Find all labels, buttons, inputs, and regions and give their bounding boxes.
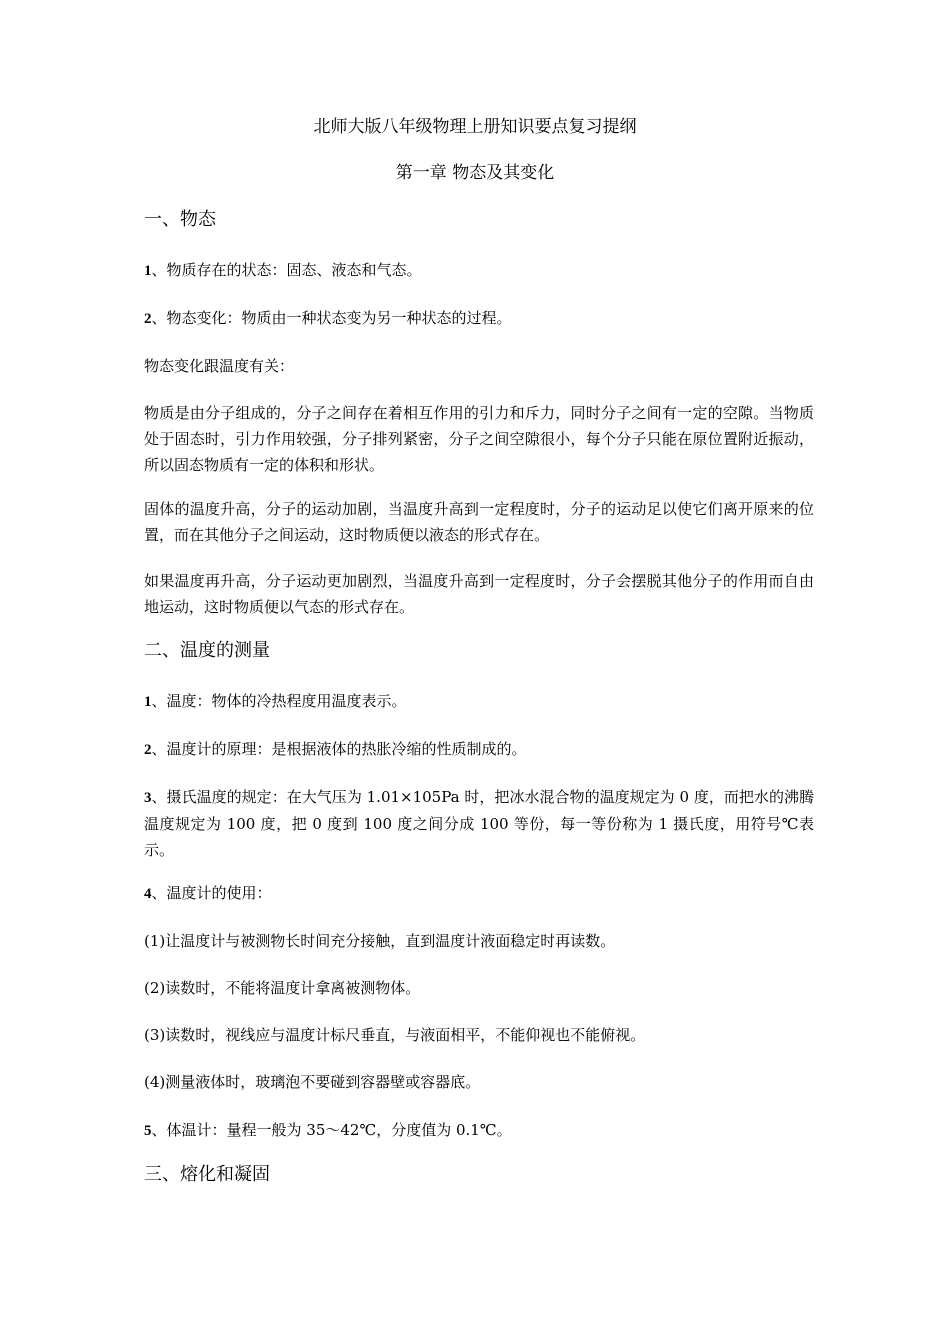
list-item: [144, 257, 814, 284]
item-number: 2: [144, 742, 152, 758]
item-number: 3: [144, 790, 152, 806]
paragraph: 物态变化跟温度有关：: [144, 357, 295, 375]
sub-item: (2)读数时，不能将温度计拿离被测物体。: [144, 979, 421, 997]
item-text: 、温度计的使用：: [151, 884, 272, 902]
sub-item: (1)让温度计与被测物长时间充分接触，直到温度计液面稳定时再读数。: [144, 932, 616, 950]
item-text: 、体温计：量程一般为 35～42℃，分度值为 0.1℃。: [151, 1121, 512, 1139]
list-item: [144, 688, 814, 715]
item-text: 、温度：物体的冷热程度用温度表示。: [151, 692, 407, 710]
list-item: [144, 305, 814, 332]
item-text: 、物质存在的状态：固态、液态和气态。: [151, 261, 422, 279]
list-item: [144, 880, 814, 907]
item-text: 、物态变化：物质由一种状态变为另一种状态的过程。: [151, 309, 512, 327]
item-text: 、温度计的原理：是根据液体的热胀冷缩的性质制成的。: [151, 740, 527, 758]
chapter-title: 第一章 物态及其变化: [395, 163, 555, 183]
item-text: 、摄氏温度的规定：在大气压为 1.01×105Pa 时，把冰水混合物的温度规定为 0 度，而把水的沸腾温度规定为 100 度，把 0 度到 100 度之间分成 100 等份，每一等份称为 1 摄氏度，用符号℃表示。: [144, 788, 814, 859]
item-number: 5: [144, 1123, 152, 1139]
sub-item: (3)读数时，视线应与温度计标尺垂直，与液面相平，不能仰视也不能俯视。: [144, 1026, 646, 1044]
item-number: 1: [144, 694, 152, 710]
item-number: 4: [144, 886, 152, 902]
paragraph: 物质是由分子组成的，分子之间存在着相互作用的引力和斥力，同时分子之间有一定的空隙。当物质处于固态时，引力作用较强，分子排列紧密，分子之间空隙很小，每个分子只能在原位置附近振动，所以固态物质有一定的体积和形状。: [144, 404, 814, 474]
document-title: 北师大版八年级物理上册知识要点复习提纲: [313, 117, 637, 137]
sub-item: (4)测量液体时，玻璃泡不要碰到容器壁或容器底。: [144, 1073, 481, 1091]
list-item: [144, 736, 814, 763]
item-number: 1: [144, 263, 152, 279]
section-heading-temperature: 二、温度的测量: [144, 640, 270, 661]
list-item: [144, 784, 814, 863]
list-item: [144, 1117, 814, 1144]
item-number: 2: [144, 311, 152, 327]
paragraph: 固体的温度升高，分子的运动加剧，当温度升高到一定程度时，分子的运动足以使它们离开原来的位置，而在其他分子之间运动，这时物质便以液态的形式存在。: [144, 500, 814, 544]
paragraph: 如果温度再升高，分子运动更加剧烈，当温度升高到一定程度时，分子会摆脱其他分子的作用而自由地运动，这时物质便以气态的形式存在。: [144, 572, 814, 616]
section-heading-states: 一、物态: [144, 209, 216, 230]
section-heading-melting: 三、熔化和凝固: [144, 1164, 270, 1185]
